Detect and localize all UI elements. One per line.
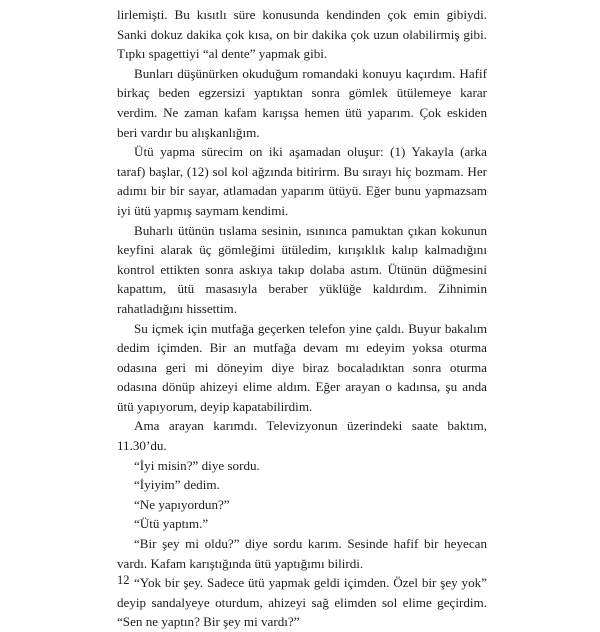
paragraph: “Bir şey mi oldu?” diye sordu karım. Sesinde hafif bir heyecan vardı. Kafam karıştığında ütü yaptığımı bilirdi. (117, 536, 487, 571)
page-number: 12 (117, 573, 130, 587)
dialogue-line: “Ne yapıyordun?” (134, 496, 230, 512)
dialogue-line: “Ütü yaptım.” (134, 516, 209, 532)
paragraph: Bunları düşünürken okuduğum romandaki konuyu kaçırdım. Hafif birkaç beden egzersizi yaptıktan sonra gömlek ütülemeye karar verdim. Ne zaman kafam karışsa hemen ütü yaparım. Çok eskiden beri vardır bu alışkanlığım. (117, 65, 487, 140)
dialogue-line: “İyi misin?” diye sordu. (134, 457, 260, 473)
paragraph: Su içmek için mutfağa geçerken telefon yine çaldı. Buyur bakalım dedim içimden. Bir an mutfağa devam mı edeyim yoksa oturma odasına geri mi döneyim diye biraz bocaladıktan sonra oturma odasına dönüp ahizeyi elime aldım. Eğer arayan o kadınsa, şu anda ütü yapıyorum, deyip kapatabilirdim. (117, 320, 487, 414)
paragraph: “Yok bir şey. Sadece ütü yapmak geldi içimden. Özel bir şey yok” deyip sandalyeye oturdum, ahizeyi sağ elimden sol elime geçirdim. “Sen ne yaptın? Bir şey mi vardı?” (117, 575, 487, 630)
dialogue-line: “İyiyim” dedim. (134, 477, 220, 493)
paragraph: Buharlı ütünün tıslama sesinin, ısınınca pamuktan çıkan kokunun keyfini alarak üç gömleğimi ütüledim, kırışıklık kalıp kalmadığını kontrol ettikten sonra askıya takıp dolaba astım. Ütünün düğmesini kapattım, ütü masasıyla beraber yüklüğe kaldırdım. Zihnimin rahatladığını hissettim. (117, 222, 487, 316)
paragraph: lirlemişti. Bu kısıtlı süre konusunda kendinden çok emin gibiydi. Sanki dokuz dakika çok kısa, on bir dakika çok uzun olabilirmiş gibi. Tıpkı spagettiyi “al dente” yapmak gibi. (117, 7, 487, 62)
paragraph: Ama arayan karımdı. Televizyonun üzerindeki saate baktım, 11.30’du. (117, 418, 487, 454)
body-text (117, 5, 487, 632)
paragraph: Ütü yapma sürecim on iki aşamadan oluşur: (1) Yakayla (arka taraf) başlar, (12) sol kol ağzında bitirirm. Bu sırayı hiç bozmam. Her adımı bir bir sayar, atlamadan yaparım ütüyü. Eğer bunu yapmazsam iyi ütü yapmış saymam kendimi. (117, 144, 487, 218)
